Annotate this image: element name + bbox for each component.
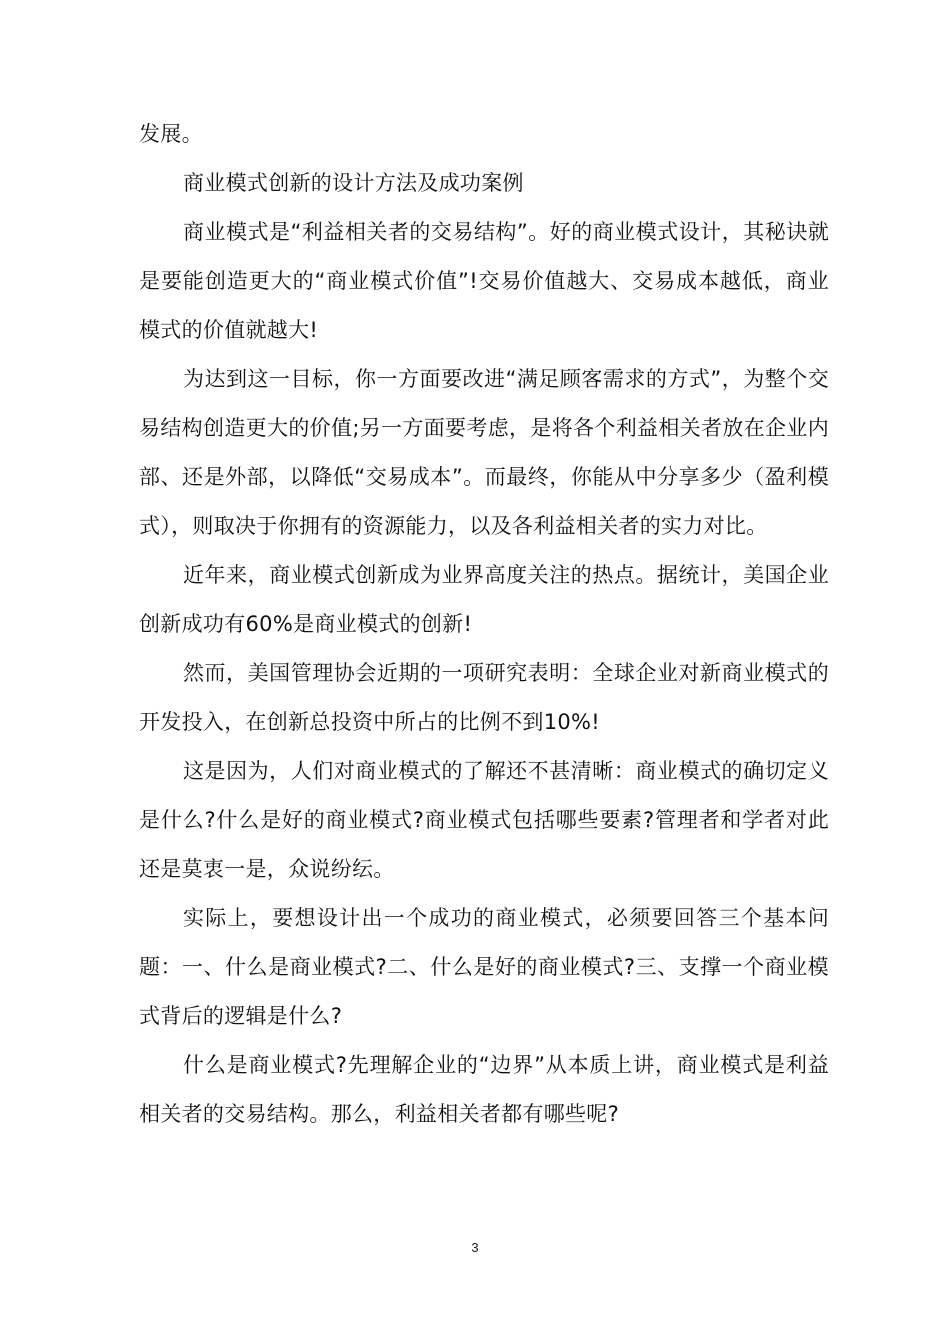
paragraph-continuation: 发展。 — [139, 122, 203, 146]
paragraph: 什么是商业模式?先理解企业的“边界”从本质上讲，商业模式是利益相关者的交易结构。那么，利益相关者都有哪些呢? — [139, 1053, 829, 1126]
paragraph: 然而，美国管理协会近期的一项研究表明：全球企业对新商业模式的开发投入，在创新总投资中所占的比例不到10%! — [139, 661, 829, 734]
paragraph: 近年来，商业模式创新成为业界高度关注的热点。据统计，美国企业创新成功有60%是商业模式的创新! — [139, 563, 829, 636]
body-text — [139, 110, 829, 1139]
paragraph: 这是因为，人们对商业模式的了解还不甚清晰：商业模式的确切定义是什么?什么是好的商业模式?商业模式包括哪些要素?管理者和学者对此还是莫衷一是，众说纷纭。 — [139, 759, 829, 881]
section-heading: 商业模式创新的设计方法及成功案例 — [183, 171, 524, 195]
paragraph: 实际上，要想设计出一个成功的商业模式，必须要回答三个基本问题：一、什么是商业模式?二、什么是好的商业模式?三、支撑一个商业模式背后的逻辑是什么? — [139, 906, 829, 1028]
paragraph: 商业模式是“利益相关者的交易结构”。好的商业模式设计，其秘诀就是要能创造更大的“商业模式价值”!交易价值越大、交易成本越低，商业模式的价值就越大! — [139, 220, 829, 342]
page-number: 3 — [471, 1240, 479, 1255]
paragraph: 为达到这一目标，你一方面要改进“满足顾客需求的方式”，为整个交易结构创造更大的价值;另一方面要考虑，是将各个利益相关者放在企业内部、还是外部，以降低“交易成本”。而最终，你能从中分享多少（盈利模式），则取决于你拥有的资源能力，以及各利益相关者的实力对比。 — [139, 367, 829, 538]
